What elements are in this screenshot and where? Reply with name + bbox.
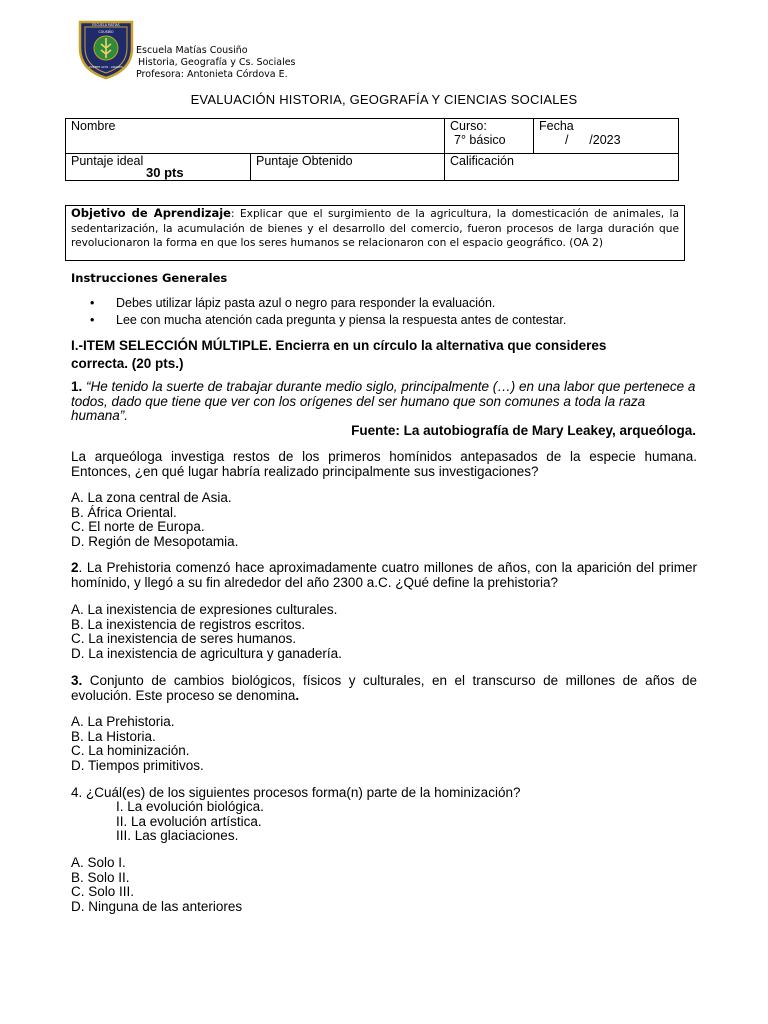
objective-text: : Explicar que el surgimiento de la agricultura, la domesticación de animales, la sedentarización, la acumulación de bienes y el desarrollo del comercio, fueron procesos de larga duración que revolucionaron la forma en que los seres humanos se relacionaron con el espacio geográfico. (OA 2) [71,208,679,249]
question-3-stem: 3. Conjunto de cambios biológicos, físicos y culturales, en el transcurso de millones de años de evolución. Este proceso se denomina. [71,673,697,703]
logo-text-middle: COUSIÑO [98,30,114,34]
question-2-options [71,603,342,661]
instruction-item: • Lee con mucha atención cada pregunta y piensa la respuesta antes de contestar. [90,313,567,327]
option-b[interactable]: B. La Historia. [71,728,156,744]
learning-objective-box [65,205,685,261]
question-3-options [71,715,204,773]
fecha-cell[interactable] [534,119,679,154]
question-1-quote [71,380,697,424]
question-2-number: 2 [71,560,79,575]
option-c[interactable]: C. La hominización. [71,743,190,758]
option-d[interactable]: D. Tiempos primitivos. [71,757,204,773]
page-title: EVALUACIÓN HISTORIA, GEOGRAFÍA Y CIENCIAS SOCIALES [190,92,578,107]
option-b[interactable]: B. La inexistencia de registros escritos. [71,616,306,632]
nombre-label: Nombre [71,119,116,133]
student-info-table [65,118,679,181]
bullet-icon: • [90,296,95,310]
option-d[interactable]: D. La inexistencia de agricultura y ganadería. [71,645,342,661]
question-4-stem: 4. ¿Cuál(es) de los siguientes procesos forma(n) parte de la hominización? [71,785,521,800]
teacher-name: Profesora: Antonieta Córdova E. [136,69,288,80]
school-name: Escuela Matías Cousiño [136,45,248,56]
question-4-options [71,856,242,914]
nombre-cell[interactable] [66,119,445,154]
school-department: Historia, Geografía y Cs. Sociales [138,57,296,68]
puntaje-obtenido-cell[interactable] [251,154,358,180]
calificacion-cell[interactable] [445,154,679,181]
statement-iii: III. Las glaciaciones. [116,828,239,843]
school-crest-logo [76,18,136,80]
option-c[interactable]: C. El norte de Europa. [71,519,205,534]
question-1-quote-text: “He tenido la suerte de trabajar durante medio siglo, principalmente (…) en una labor que pertenece a todos, dado que tiene que ver con los orígenes del ser humano que son comunes a toda la raza humana”. [71,379,696,423]
fecha-label: Fecha [539,119,574,133]
curso-value: 7° básico [454,133,506,147]
fecha-value: / /2023 [565,133,621,147]
option-c[interactable]: C. La inexistencia de seres humanos. [71,631,297,646]
option-a[interactable]: A. La Prehistoria. [71,714,175,729]
section-heading: I.-ITEM SELECCIÓN MÚLTIPLE. Encierra en un círculo la alternativa que consideres correcta. (20 pts.) [71,338,607,371]
option-a[interactable]: A. Solo I. [71,855,126,870]
objective-label: Objetivo de Aprendizaje [71,206,231,220]
option-c[interactable]: C. Solo III. [71,884,135,899]
puntaje-obtenido-label: Puntaje Obtenido [256,154,353,168]
option-a[interactable]: A. La zona central de Asia. [71,490,232,505]
instruction-item: • Debes utilizar lápiz pasta azul o negro para responder la evaluación. [90,296,496,310]
instructions-title: Instrucciones Generales [71,271,228,285]
puntaje-ideal-cell [66,154,251,180]
question-3-number: 3. [71,673,83,688]
option-d[interactable]: D. Región de Mesopotamia. [71,533,239,549]
puntaje-ideal-value: 30 pts [146,165,184,180]
calificacion-label: Calificación [450,154,514,168]
school-header [136,45,296,81]
logo-text-top: ESCUELA MATIAS [92,23,120,28]
question-1-options [71,491,238,549]
puntaje-ideal-label: Puntaje ideal [71,154,144,168]
statement-ii: II. La evolución artística. [116,813,262,829]
option-d[interactable]: D. Ninguna de las anteriores [71,898,243,914]
question-4-statements [116,800,264,844]
option-b[interactable]: B. Solo II. [71,869,130,885]
question-1-source: Fuente: La autobiografía de Mary Leakey, arqueóloga. [351,423,696,438]
bullet-icon: • [90,313,95,327]
option-a[interactable]: A. La inexistencia de expresiones culturales. [71,602,338,617]
curso-cell [445,119,534,154]
statement-i: I. La evolución biológica. [116,799,264,814]
logo-text-bottom: PUENTE ALTO - LINARES [89,65,123,69]
curso-label: Curso: [450,119,487,133]
question-1-number: 1. [71,379,83,394]
option-b[interactable]: B. África Oriental. [71,504,177,520]
question-2-stem: 2. La Prehistoria comenzó hace aproximadamente cuatro millones de años, con la aparición del primer homínido, y llegó a su fin alrededor del año 2300 a.C. ¿Qué define la prehistoria? [71,560,697,590]
question-1-stem: La arqueóloga investiga restos de los primeros homínidos antepasados de la especie humana. Entonces, ¿en qué lugar habría realizado principalmente sus investigaciones? [71,449,697,479]
